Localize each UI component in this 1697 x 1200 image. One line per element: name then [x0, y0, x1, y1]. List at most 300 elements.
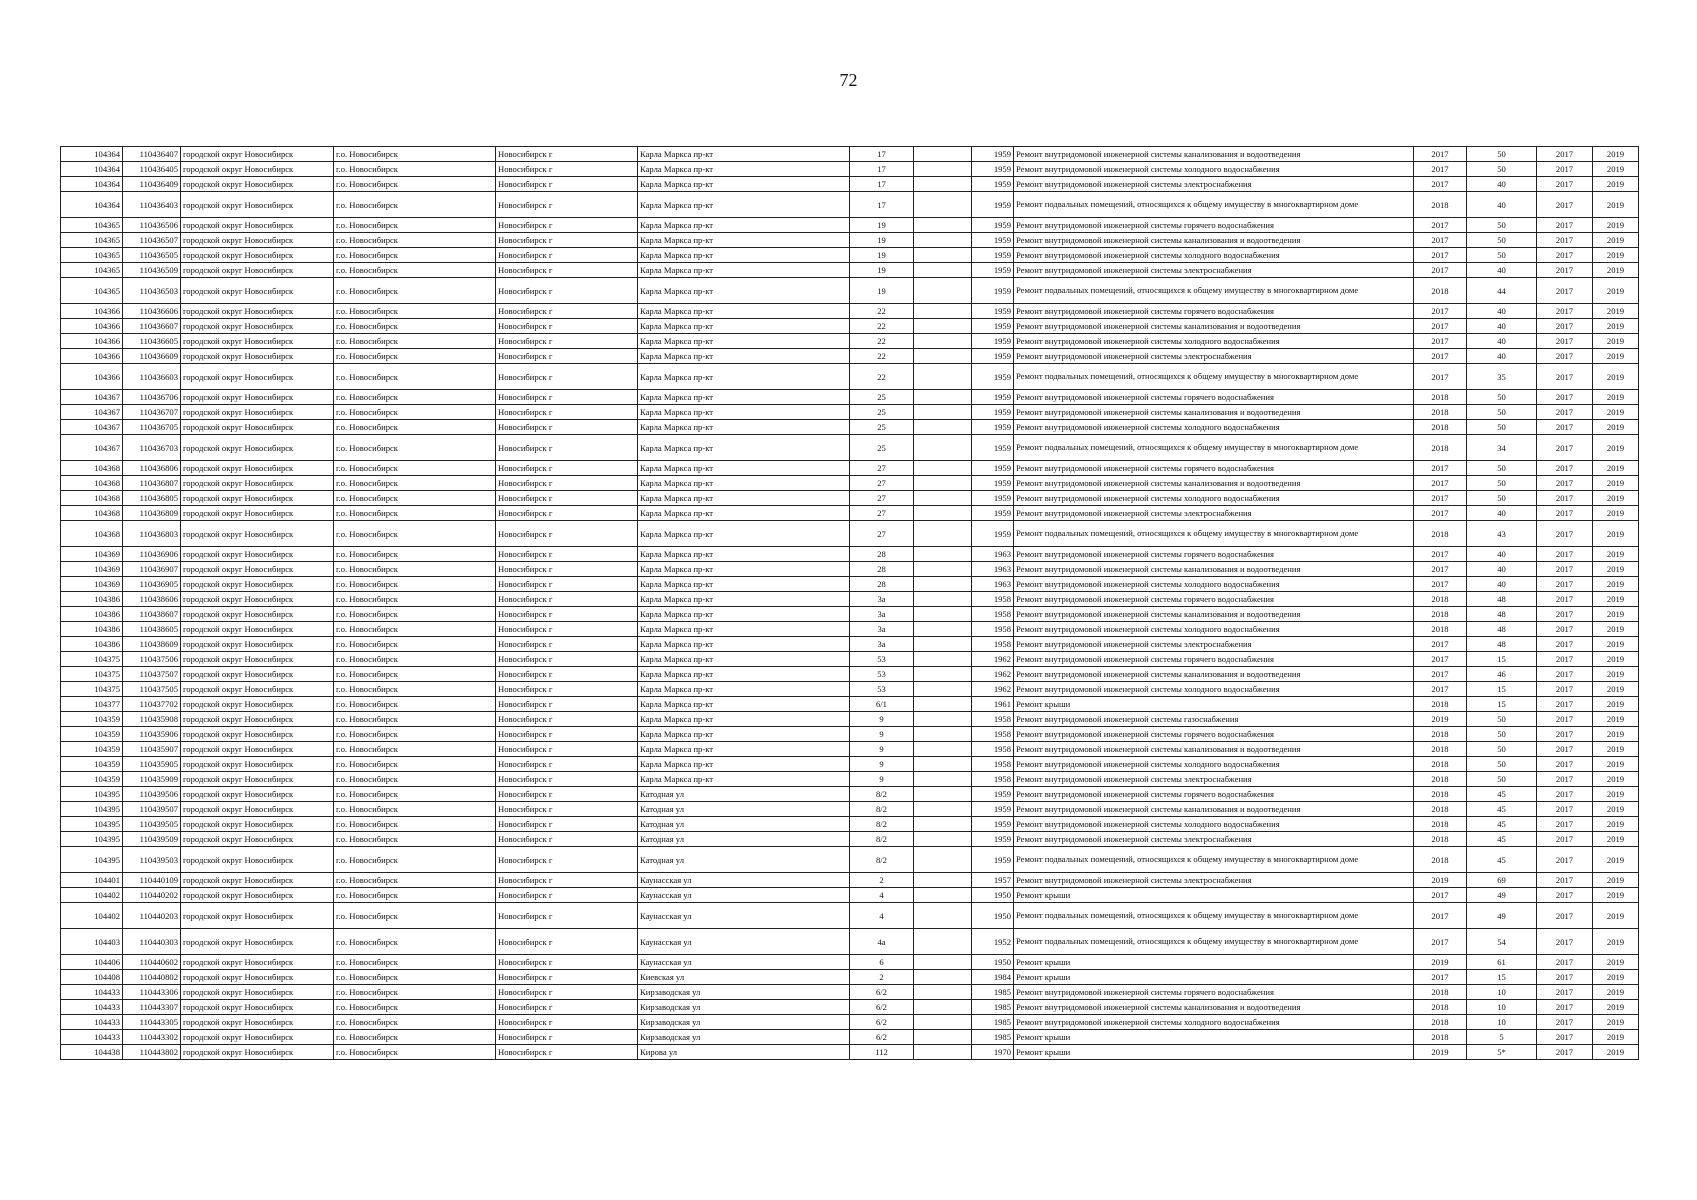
cell-planned-year: 2017 [1414, 929, 1467, 955]
cell-house-id: 104365 [61, 248, 123, 263]
table-row [61, 192, 1639, 218]
cell-work-id: 110436506 [123, 218, 181, 233]
cell-work-id: 110439503 [123, 847, 181, 873]
cell-work-id: 110439505 [123, 817, 181, 832]
cell-end-year: 2019 [1593, 832, 1639, 847]
cell-house-id: 104359 [61, 727, 123, 742]
cell-work-id: 110438609 [123, 637, 181, 652]
cell-end-year: 2019 [1593, 562, 1639, 577]
cell-locality: Новосибирск г [496, 521, 638, 547]
cell-street: Карла Маркса пр-кт [638, 682, 850, 697]
cell-settlement: г.о. Новосибирск [334, 929, 496, 955]
table-row [61, 1015, 1639, 1030]
cell-work-type: Ремонт внутридомовой инженерной системы холодного водоснабжения [1014, 420, 1414, 435]
cell-planned-year: 2017 [1414, 682, 1467, 697]
cell-service-life: 40 [1467, 263, 1537, 278]
cell-house-number: 17 [850, 192, 914, 218]
cell-build-year: 1959 [972, 147, 1014, 162]
cell-locality: Новосибирск г [496, 263, 638, 278]
cell-street: Карла Маркса пр-кт [638, 218, 850, 233]
cell-work-type: Ремонт внутридомовой инженерной системы электроснабжения [1014, 349, 1414, 364]
cell-municipal-district: городской округ Новосибирск [181, 233, 334, 248]
cell-municipal-district: городской округ Новосибирск [181, 1045, 334, 1060]
cell-house-id: 104368 [61, 476, 123, 491]
cell-locality: Новосибирск г [496, 903, 638, 929]
cell-locality: Новосибирск г [496, 491, 638, 506]
cell-start-year: 2017 [1537, 248, 1593, 263]
cell-planned-year: 2018 [1414, 1015, 1467, 1030]
cell-municipal-district: городской округ Новосибирск [181, 405, 334, 420]
cell-house-id: 104366 [61, 364, 123, 390]
cell-build-year: 1963 [972, 562, 1014, 577]
cell-planned-year: 2018 [1414, 802, 1467, 817]
cell-work-id: 110440202 [123, 888, 181, 903]
cell-settlement: г.о. Новосибирск [334, 278, 496, 304]
cell-service-life: 48 [1467, 592, 1537, 607]
cell-service-life: 45 [1467, 787, 1537, 802]
table-row [61, 592, 1639, 607]
cell-locality: Новосибирск г [496, 772, 638, 787]
cell-house-number: 3а [850, 607, 914, 622]
cell-end-year: 2019 [1593, 727, 1639, 742]
cell-start-year: 2017 [1537, 742, 1593, 757]
cell-planned-year: 2017 [1414, 349, 1467, 364]
cell-planned-year: 2017 [1414, 903, 1467, 929]
cell-build-year: 1985 [972, 985, 1014, 1000]
cell-end-year: 2019 [1593, 263, 1639, 278]
cell-service-life: 50 [1467, 218, 1537, 233]
cell-house-number: 9 [850, 727, 914, 742]
cell-house-number: 3а [850, 622, 914, 637]
cell-work-type: Ремонт подвальных помещений, относящихся к общему имуществу в многоквартирном доме [1014, 929, 1414, 955]
cell-locality: Новосибирск г [496, 832, 638, 847]
cell-work-type: Ремонт внутридомовой инженерной системы электроснабжения [1014, 263, 1414, 278]
table-row [61, 461, 1639, 476]
cell-building [914, 263, 972, 278]
cell-end-year: 2019 [1593, 1030, 1639, 1045]
cell-end-year: 2019 [1593, 903, 1639, 929]
cell-start-year: 2017 [1537, 1030, 1593, 1045]
cell-start-year: 2017 [1537, 727, 1593, 742]
table-row [61, 873, 1639, 888]
cell-planned-year: 2017 [1414, 637, 1467, 652]
cell-house-id: 104364 [61, 162, 123, 177]
cell-municipal-district: городской округ Новосибирск [181, 832, 334, 847]
cell-work-id: 110436505 [123, 248, 181, 263]
table-row [61, 521, 1639, 547]
cell-house-number: 3а [850, 592, 914, 607]
cell-end-year: 2019 [1593, 349, 1639, 364]
cell-locality: Новосибирск г [496, 847, 638, 873]
cell-house-id: 104375 [61, 667, 123, 682]
cell-locality: Новосибирск г [496, 177, 638, 192]
cell-end-year: 2019 [1593, 233, 1639, 248]
cell-end-year: 2019 [1593, 476, 1639, 491]
table-row [61, 787, 1639, 802]
table-row [61, 742, 1639, 757]
cell-start-year: 2017 [1537, 461, 1593, 476]
cell-end-year: 2019 [1593, 622, 1639, 637]
cell-building [914, 334, 972, 349]
cell-house-id: 104365 [61, 233, 123, 248]
cell-settlement: г.о. Новосибирск [334, 697, 496, 712]
cell-end-year: 2019 [1593, 420, 1639, 435]
cell-street: Катодная ул [638, 802, 850, 817]
cell-street: Катодная ул [638, 817, 850, 832]
cell-building [914, 832, 972, 847]
table-row [61, 1030, 1639, 1045]
cell-service-life: 50 [1467, 712, 1537, 727]
cell-house-number: 19 [850, 233, 914, 248]
cell-start-year: 2017 [1537, 304, 1593, 319]
cell-building [914, 929, 972, 955]
cell-house-id: 104365 [61, 218, 123, 233]
cell-build-year: 1959 [972, 177, 1014, 192]
cell-work-type: Ремонт внутридомовой инженерной системы газоснабжения [1014, 712, 1414, 727]
cell-start-year: 2017 [1537, 667, 1593, 682]
cell-service-life: 50 [1467, 390, 1537, 405]
cell-settlement: г.о. Новосибирск [334, 218, 496, 233]
cell-work-type: Ремонт крыши [1014, 955, 1414, 970]
cell-start-year: 2017 [1537, 682, 1593, 697]
cell-locality: Новосибирск г [496, 461, 638, 476]
cell-start-year: 2017 [1537, 622, 1593, 637]
cell-work-type: Ремонт внутридомовой инженерной системы холодного водоснабжения [1014, 817, 1414, 832]
cell-start-year: 2017 [1537, 506, 1593, 521]
cell-street: Каунасская ул [638, 955, 850, 970]
cell-street: Карла Маркса пр-кт [638, 405, 850, 420]
cell-work-type: Ремонт крыши [1014, 888, 1414, 903]
table-row [61, 802, 1639, 817]
cell-house-number: 2 [850, 873, 914, 888]
cell-build-year: 1959 [972, 405, 1014, 420]
cell-work-id: 110436409 [123, 177, 181, 192]
cell-work-type: Ремонт внутридомовой инженерной системы горячего водоснабжения [1014, 652, 1414, 667]
cell-build-year: 1959 [972, 334, 1014, 349]
cell-planned-year: 2018 [1414, 1000, 1467, 1015]
cell-settlement: г.о. Новосибирск [334, 622, 496, 637]
cell-start-year: 2017 [1537, 334, 1593, 349]
table-row [61, 712, 1639, 727]
cell-house-number: 9 [850, 757, 914, 772]
cell-service-life: 40 [1467, 304, 1537, 319]
cell-planned-year: 2017 [1414, 562, 1467, 577]
cell-house-id: 104377 [61, 697, 123, 712]
cell-locality: Новосибирск г [496, 592, 638, 607]
cell-street: Карла Маркса пр-кт [638, 334, 850, 349]
table-row [61, 1045, 1639, 1060]
cell-house-number: 19 [850, 218, 914, 233]
table-row [61, 832, 1639, 847]
cell-house-id: 104395 [61, 802, 123, 817]
table-row [61, 622, 1639, 637]
cell-end-year: 2019 [1593, 802, 1639, 817]
cell-work-type: Ремонт внутридомовой инженерной системы электроснабжения [1014, 637, 1414, 652]
cell-work-type: Ремонт внутридомовой инженерной системы холодного водоснабжения [1014, 682, 1414, 697]
cell-house-number: 27 [850, 461, 914, 476]
cell-start-year: 2017 [1537, 847, 1593, 873]
table-row [61, 405, 1639, 420]
cell-build-year: 1950 [972, 955, 1014, 970]
table-row [61, 929, 1639, 955]
cell-street: Карла Маркса пр-кт [638, 147, 850, 162]
cell-planned-year: 2018 [1414, 817, 1467, 832]
cell-service-life: 15 [1467, 652, 1537, 667]
cell-planned-year: 2018 [1414, 192, 1467, 218]
cell-settlement: г.о. Новосибирск [334, 903, 496, 929]
cell-work-id: 110436705 [123, 420, 181, 435]
cell-start-year: 2017 [1537, 364, 1593, 390]
table-row [61, 577, 1639, 592]
cell-work-id: 110436706 [123, 390, 181, 405]
cell-work-id: 110436607 [123, 319, 181, 334]
cell-street: Карла Маркса пр-кт [638, 712, 850, 727]
cell-start-year: 2017 [1537, 263, 1593, 278]
cell-house-number: 8/2 [850, 817, 914, 832]
table-row [61, 985, 1639, 1000]
cell-work-id: 110436707 [123, 405, 181, 420]
cell-house-number: 4а [850, 929, 914, 955]
cell-work-id: 110436509 [123, 263, 181, 278]
cell-planned-year: 2018 [1414, 832, 1467, 847]
cell-work-type: Ремонт внутридомовой инженерной системы электроснабжения [1014, 873, 1414, 888]
cell-build-year: 1959 [972, 802, 1014, 817]
cell-locality: Новосибирск г [496, 955, 638, 970]
cell-locality: Новосибирск г [496, 334, 638, 349]
cell-street: Катодная ул [638, 787, 850, 802]
cell-building [914, 607, 972, 622]
cell-work-id: 110438606 [123, 592, 181, 607]
cell-build-year: 1962 [972, 682, 1014, 697]
cell-service-life: 45 [1467, 832, 1537, 847]
cell-house-number: 17 [850, 177, 914, 192]
cell-building [914, 233, 972, 248]
cell-end-year: 2019 [1593, 218, 1639, 233]
cell-service-life: 5* [1467, 1045, 1537, 1060]
cell-street: Карла Маркса пр-кт [638, 420, 850, 435]
cell-municipal-district: городской округ Новосибирск [181, 873, 334, 888]
table-row [61, 334, 1639, 349]
cell-start-year: 2017 [1537, 817, 1593, 832]
cell-settlement: г.о. Новосибирск [334, 319, 496, 334]
cell-work-type: Ремонт внутридомовой инженерной системы холодного водоснабжения [1014, 334, 1414, 349]
cell-settlement: г.о. Новосибирск [334, 970, 496, 985]
cell-street: Карла Маркса пр-кт [638, 233, 850, 248]
cell-start-year: 2017 [1537, 405, 1593, 420]
cell-building [914, 873, 972, 888]
cell-planned-year: 2017 [1414, 319, 1467, 334]
cell-end-year: 2019 [1593, 637, 1639, 652]
cell-start-year: 2017 [1537, 420, 1593, 435]
cell-locality: Новосибирск г [496, 929, 638, 955]
cell-work-type: Ремонт внутридомовой инженерной системы электроснабжения [1014, 772, 1414, 787]
cell-municipal-district: городской округ Новосибирск [181, 304, 334, 319]
cell-house-id: 104364 [61, 192, 123, 218]
cell-service-life: 35 [1467, 364, 1537, 390]
cell-municipal-district: городской округ Новосибирск [181, 712, 334, 727]
cell-work-type: Ремонт внутридомовой инженерной системы канализования и водоотведения [1014, 607, 1414, 622]
cell-house-number: 27 [850, 506, 914, 521]
cell-work-id: 110435908 [123, 712, 181, 727]
cell-planned-year: 2018 [1414, 985, 1467, 1000]
cell-street: Кирзаводская ул [638, 1000, 850, 1015]
cell-end-year: 2019 [1593, 817, 1639, 832]
cell-service-life: 50 [1467, 772, 1537, 787]
cell-building [914, 970, 972, 985]
cell-build-year: 1959 [972, 192, 1014, 218]
cell-house-number: 8/2 [850, 802, 914, 817]
cell-house-number: 8/2 [850, 847, 914, 873]
cell-street: Карла Маркса пр-кт [638, 697, 850, 712]
cell-house-number: 6 [850, 955, 914, 970]
cell-end-year: 2019 [1593, 682, 1639, 697]
cell-work-type: Ремонт внутридомовой инженерной системы холодного водоснабжения [1014, 248, 1414, 263]
cell-start-year: 2017 [1537, 607, 1593, 622]
cell-house-id: 104375 [61, 682, 123, 697]
cell-work-id: 110437702 [123, 697, 181, 712]
table-row [61, 476, 1639, 491]
cell-work-id: 110436609 [123, 349, 181, 364]
cell-locality: Новосибирск г [496, 577, 638, 592]
cell-start-year: 2017 [1537, 491, 1593, 506]
cell-end-year: 2019 [1593, 491, 1639, 506]
cell-planned-year: 2019 [1414, 955, 1467, 970]
cell-settlement: г.о. Новосибирск [334, 955, 496, 970]
table-row [61, 248, 1639, 263]
cell-municipal-district: городской округ Новосибирск [181, 903, 334, 929]
cell-building [914, 304, 972, 319]
cell-start-year: 2017 [1537, 177, 1593, 192]
cell-house-id: 104395 [61, 817, 123, 832]
cell-service-life: 50 [1467, 491, 1537, 506]
cell-building [914, 888, 972, 903]
cell-building [914, 1045, 972, 1060]
cell-house-id: 104433 [61, 985, 123, 1000]
cell-house-id: 104368 [61, 461, 123, 476]
cell-build-year: 1984 [972, 970, 1014, 985]
cell-start-year: 2017 [1537, 476, 1593, 491]
cell-municipal-district: городской округ Новосибирск [181, 637, 334, 652]
cell-municipal-district: городской округ Новосибирск [181, 757, 334, 772]
cell-municipal-district: городской округ Новосибирск [181, 547, 334, 562]
cell-work-id: 110443802 [123, 1045, 181, 1060]
cell-settlement: г.о. Новосибирск [334, 802, 496, 817]
cell-work-id: 110439509 [123, 832, 181, 847]
cell-settlement: г.о. Новосибирск [334, 712, 496, 727]
cell-municipal-district: городской округ Новосибирск [181, 667, 334, 682]
cell-locality: Новосибирск г [496, 637, 638, 652]
cell-work-id: 110436807 [123, 476, 181, 491]
cell-start-year: 2017 [1537, 637, 1593, 652]
cell-house-id: 104366 [61, 304, 123, 319]
cell-street: Карла Маркса пр-кт [638, 757, 850, 772]
cell-service-life: 50 [1467, 727, 1537, 742]
cell-work-type: Ремонт крыши [1014, 1045, 1414, 1060]
cell-build-year: 1962 [972, 652, 1014, 667]
cell-build-year: 1958 [972, 637, 1014, 652]
cell-work-type: Ремонт подвальных помещений, относящихся к общему имуществу в многоквартирном доме [1014, 278, 1414, 304]
cell-house-id: 104369 [61, 577, 123, 592]
cell-municipal-district: городской округ Новосибирск [181, 1015, 334, 1030]
cell-building [914, 592, 972, 607]
cell-building [914, 787, 972, 802]
cell-house-id: 104366 [61, 334, 123, 349]
cell-work-type: Ремонт внутридомовой инженерной системы канализования и водоотведения [1014, 233, 1414, 248]
cell-municipal-district: городской округ Новосибирск [181, 772, 334, 787]
cell-service-life: 69 [1467, 873, 1537, 888]
cell-end-year: 2019 [1593, 364, 1639, 390]
cell-municipal-district: городской округ Новосибирск [181, 263, 334, 278]
cell-work-id: 110439506 [123, 787, 181, 802]
cell-end-year: 2019 [1593, 712, 1639, 727]
table-row [61, 435, 1639, 461]
cell-municipal-district: городской округ Новосибирск [181, 435, 334, 461]
cell-building [914, 1030, 972, 1045]
cell-street: Катодная ул [638, 832, 850, 847]
cell-municipal-district: городской округ Новосибирск [181, 682, 334, 697]
cell-municipal-district: городской округ Новосибирск [181, 420, 334, 435]
cell-planned-year: 2018 [1414, 742, 1467, 757]
cell-build-year: 1958 [972, 712, 1014, 727]
cell-settlement: г.о. Новосибирск [334, 192, 496, 218]
cell-locality: Новосибирск г [496, 304, 638, 319]
cell-building [914, 420, 972, 435]
cell-building [914, 712, 972, 727]
cell-end-year: 2019 [1593, 192, 1639, 218]
cell-house-number: 3а [850, 637, 914, 652]
cell-settlement: г.о. Новосибирск [334, 248, 496, 263]
cell-settlement: г.о. Новосибирск [334, 1045, 496, 1060]
cell-settlement: г.о. Новосибирск [334, 435, 496, 461]
cell-work-type: Ремонт подвальных помещений, относящихся к общему имуществу в многоквартирном доме [1014, 435, 1414, 461]
cell-start-year: 2017 [1537, 233, 1593, 248]
cell-end-year: 2019 [1593, 248, 1639, 263]
cell-house-number: 25 [850, 435, 914, 461]
cell-work-id: 110443306 [123, 985, 181, 1000]
cell-work-id: 110439507 [123, 802, 181, 817]
cell-municipal-district: городской округ Новосибирск [181, 697, 334, 712]
cell-end-year: 2019 [1593, 304, 1639, 319]
cell-building [914, 547, 972, 562]
cell-house-number: 22 [850, 334, 914, 349]
cell-settlement: г.о. Новосибирск [334, 667, 496, 682]
cell-work-type: Ремонт внутридомовой инженерной системы холодного водоснабжения [1014, 757, 1414, 772]
cell-end-year: 2019 [1593, 888, 1639, 903]
cell-start-year: 2017 [1537, 929, 1593, 955]
cell-start-year: 2017 [1537, 955, 1593, 970]
cell-locality: Новосибирск г [496, 697, 638, 712]
cell-work-type: Ремонт крыши [1014, 1030, 1414, 1045]
cell-street: Карла Маркса пр-кт [638, 435, 850, 461]
cell-municipal-district: городской округ Новосибирск [181, 592, 334, 607]
cell-building [914, 652, 972, 667]
cell-settlement: г.о. Новосибирск [334, 577, 496, 592]
cell-house-number: 9 [850, 772, 914, 787]
cell-house-number: 19 [850, 263, 914, 278]
cell-house-id: 104364 [61, 147, 123, 162]
cell-house-number: 22 [850, 319, 914, 334]
cell-service-life: 5 [1467, 1030, 1537, 1045]
cell-house-id: 104395 [61, 847, 123, 873]
table-row [61, 147, 1639, 162]
cell-locality: Новосибирск г [496, 1030, 638, 1045]
cell-street: Карла Маркса пр-кт [638, 652, 850, 667]
cell-work-type: Ремонт внутридомовой инженерной системы электроснабжения [1014, 832, 1414, 847]
cell-house-id: 104359 [61, 757, 123, 772]
cell-house-id: 104408 [61, 970, 123, 985]
cell-house-id: 104386 [61, 622, 123, 637]
cell-build-year: 1959 [972, 319, 1014, 334]
